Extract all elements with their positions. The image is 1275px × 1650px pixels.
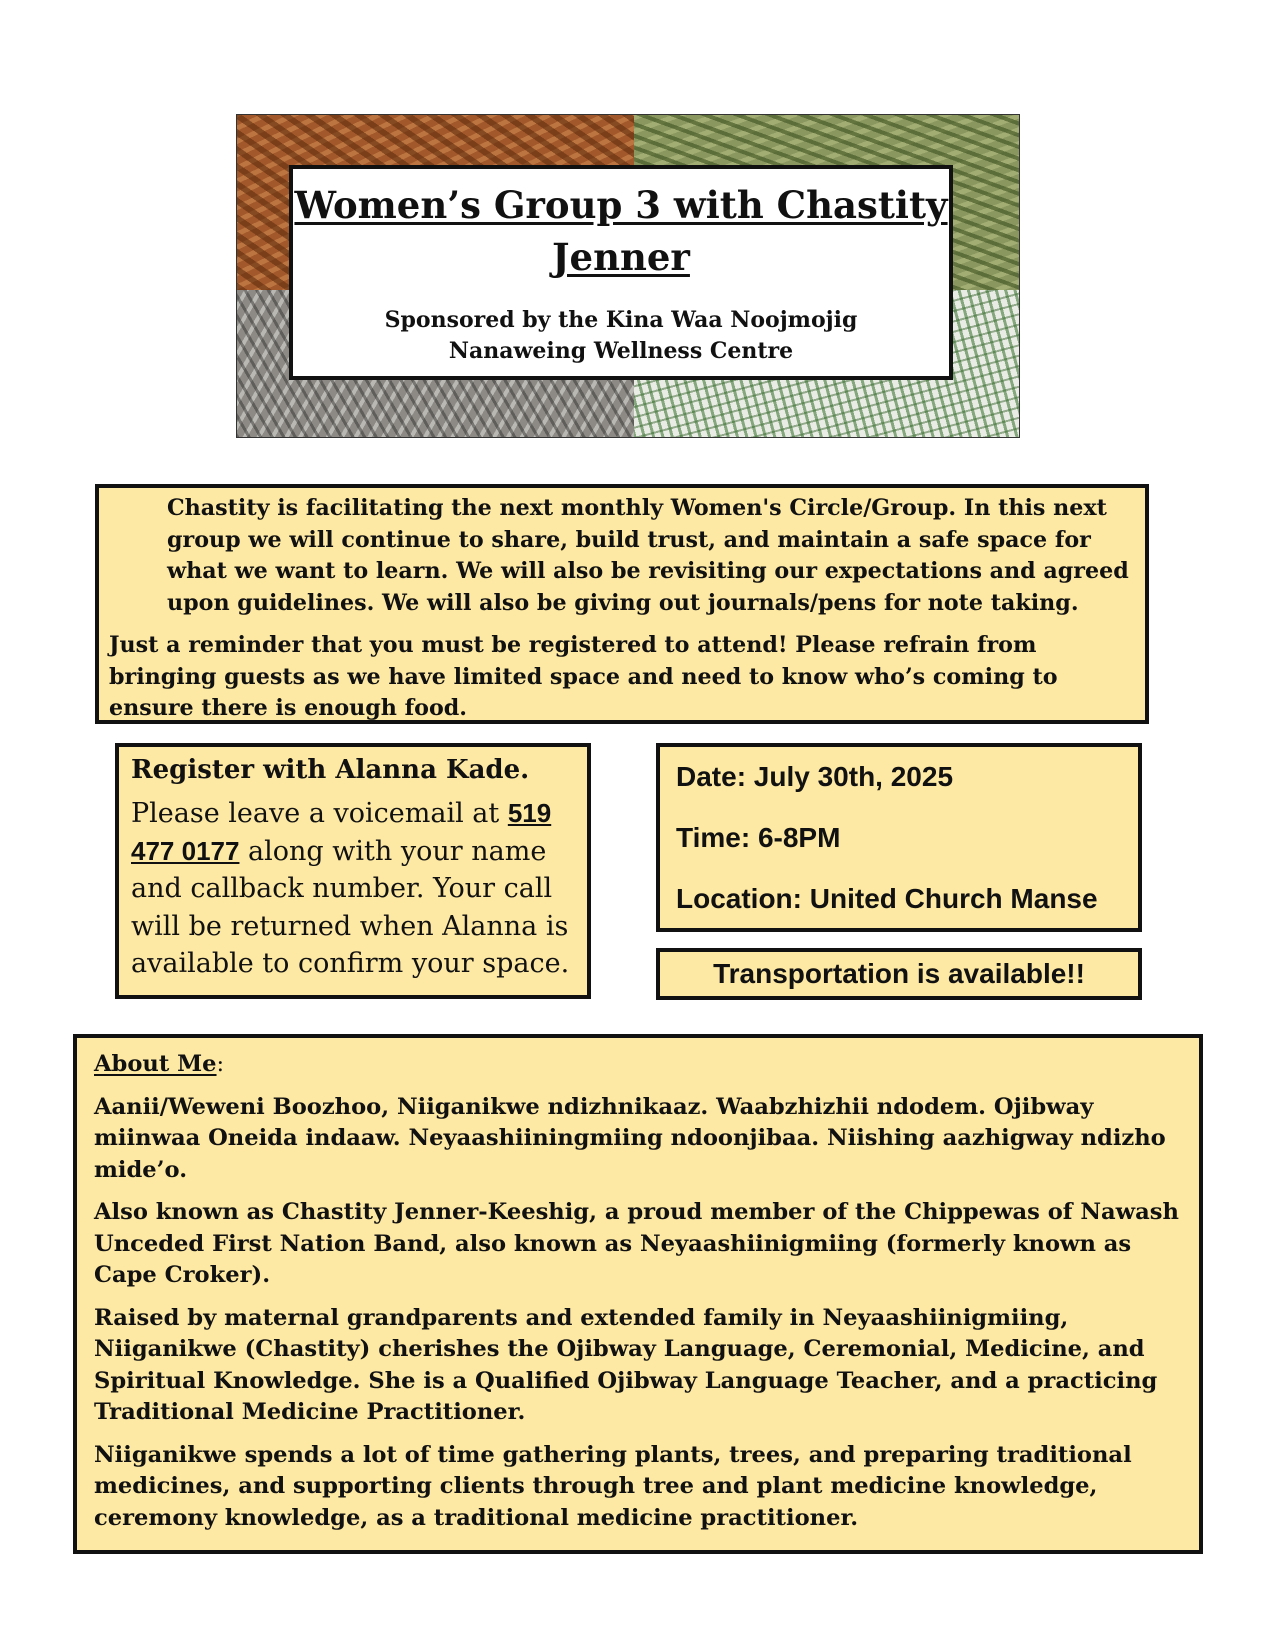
page-title: Women’s Group 3 with Chastity Jenner [294, 183, 948, 279]
event-time: Time: 6-8PM [676, 822, 841, 853]
about-paragraph-greeting: Aanii/Weweni Boozhoo, Niiganikwe ndizhnikaaz. Waabzhizhii ndodem. Ojibway miinwaa Oneida indaaw. Neyaashiiningmiing ndoonjibaa. Niishing aazhigway ndizho mide’o. [94, 1093, 1166, 1183]
phone-number-link[interactable]: 519 477 0177 [131, 798, 552, 866]
header-banner [236, 114, 1020, 438]
about-me-box [73, 1034, 1203, 1554]
registration-text-before: Please leave a voicemail at [131, 798, 508, 829]
event-details-box [656, 743, 1142, 932]
intro-box [95, 484, 1149, 724]
transportation-notice: Transportation is available!! [656, 948, 1142, 1000]
registration-heading: Register with Alanna Kade. [131, 755, 530, 785]
about-paragraph-background: Raised by maternal grandparents and extended family in Neyaashiinigmiing, Niiganikwe (Chastity) cherishes the Ojibway Language, Ceremonial, Medicine, and Spiritual Knowledge. She is a Qualified Ojibway Language Teacher, and a practicing Traditional Medicine Practitioner. [94, 1304, 1158, 1425]
about-heading [94, 1049, 1185, 1081]
about-paragraph-identity: Also known as Chastity Jenner-Keeshig, a proud member of the Chippewas of Nawash Unceded First Nation Band, also known as Neyaashiinigmiing (formerly known as Cape Croker). [94, 1199, 1179, 1288]
registration-text-after: along with your name and callback number. Your call will be returned when Alanna is available to confirm your space. [131, 835, 570, 979]
event-location: Location: United Church Manse [676, 883, 1098, 914]
sponsor-line-2: Nanaweing Wellness Centre [448, 338, 794, 364]
registration-box [115, 743, 591, 999]
registration-text [131, 795, 577, 983]
about-heading-colon: : [216, 1051, 225, 1077]
about-paragraph-practice: Niiganikwe spends a lot of time gathering plants, trees, and preparing traditional medicines, and supporting clients through tree and plant medicine knowledge, ceremony knowledge, as a traditional medicine practitioner. [94, 1441, 1132, 1531]
intro-paragraph: Chastity is facilitating the next monthly Women's Circle/Group. In this next group we will continue to share, build trust, and maintain a safe space for what we want to learn. We will also be revisiting our expectations and agreed upon guidelines. We will also be giving out journals/pens for note taking. [167, 495, 1129, 616]
title-card [289, 165, 953, 380]
about-heading-text: About Me [94, 1051, 217, 1077]
event-date: Date: July 30th, 2025 [676, 761, 954, 792]
sponsor-line-1: Sponsored by the Kina Waa Noojmojig [384, 307, 858, 333]
reminder-paragraph: Just a reminder that you must be registered to attend! Please refrain from bringing guests as we have limited space and need to know who’s coming to ensure there is enough food. [109, 632, 1058, 721]
